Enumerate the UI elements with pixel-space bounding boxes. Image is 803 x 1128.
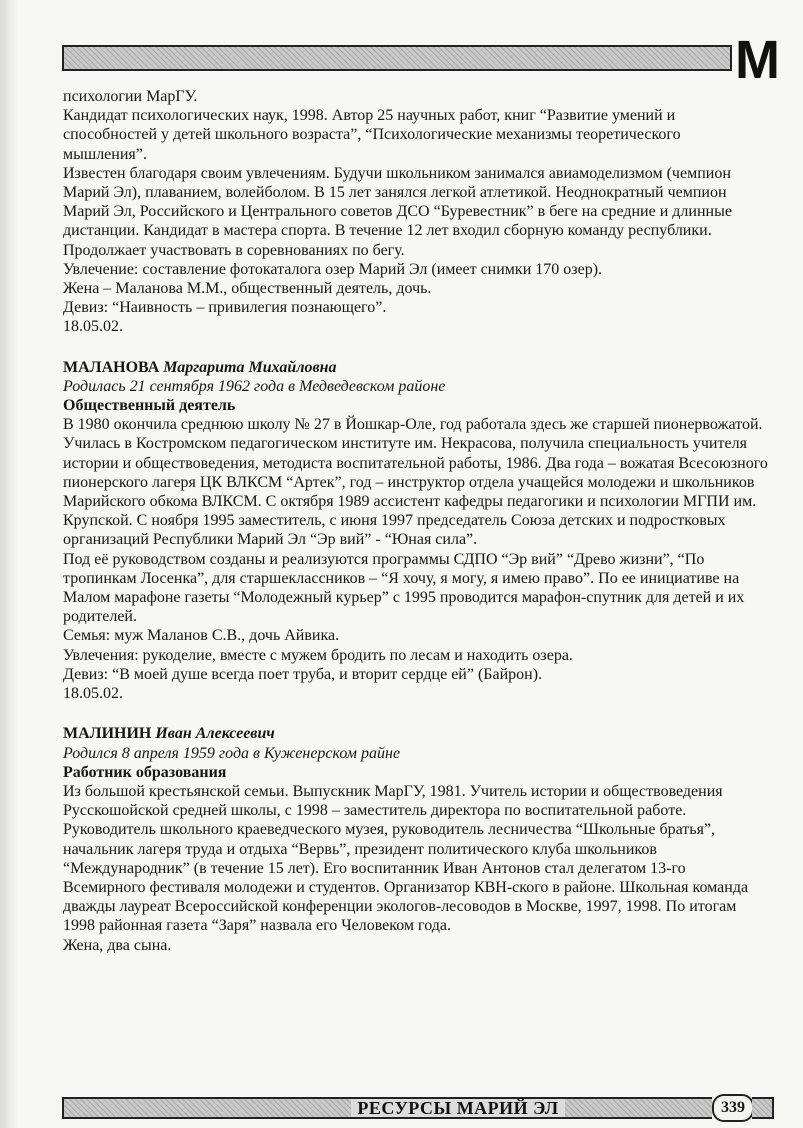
entry-occupation: Общественный деятель (63, 397, 236, 415)
paragraph: В 1980 окончила среднюю школу № 27 в Йошкар-Оле, год работала здесь же старшей пионервожатой. Училась в Костромском педагогическом институте им. Некрасова, получила специальность учителя истории и обществоведения, методиста воспитательной работы, 1986. Два года – вожатая Всесоюзного пионерского лагеря ЦК ВЛКСМ “Артек”, год – инструктор отдела учащейся молодежи и школьников Марийского обкома ВЛКСМ. С октября 1989 ассистент кафедры педагогики и психологии МГПИ им. Крупской. С ноября 1995 заместитель, с июня 1997 председатель Союза детских и подростковых организаций Республики Марий Эл “Эр вий” - “Юная сила”. (63, 416, 768, 549)
header-band (62, 45, 732, 71)
paragraph: Жена, два сына. (63, 936, 172, 954)
date-line: 18.05.02. (63, 685, 123, 703)
continuation-text (63, 87, 768, 337)
footer-title: РЕСУРСЫ МАРИЙ ЭЛ (351, 1099, 564, 1117)
paragraph: Жена – Маланова М.М., общественный деятель, дочь. (63, 280, 432, 298)
paragraph: Известен благодаря своим увлечениям. Будучи школьником занимался авиамоделизмом (чемпион Марий Эл), плаванием, волейболом. В 15 лет занялся легкой атлетикой. Неоднократный чемпион Марий Эл, Российского и Центрального советов ДСО “Буревестник” в беге на средние и длинные дистанции. Кандидат в мастера спорта. В течение 12 лет входил сборную команду республики. Продолжает участвовать в соревнованиях по бегу. (63, 164, 732, 259)
entry-name (63, 724, 768, 743)
paragraph: Девиз: “В моей душе всегда поет труба, и вторит сердце ей” (Байрон). (63, 665, 543, 683)
entry-name (63, 358, 768, 377)
paragraph: Руководитель школьного краеведческого музея, руководитель лесничества “Школьные братья”, начальник лагеря труда и отдыха “Вервь”, президент политического клуба школьников “Международник” (в течение 15 лет). Его воспитанник Иван Антонов стал делегатом 13-го Всемирного фестиваля молодежи и студентов. Организатор КВН-ского в районе. Школьная команда дважды лауреат Всероссийской конференции экологов-лесоводов в Москве, 1997, 1998. По итогам 1998 районная газета “Заря” назвала его Человеком года. (63, 821, 749, 935)
biography-entry-malanova (63, 358, 768, 704)
paragraph: Семья: муж Маланов С.В., дочь Айвика. (63, 627, 340, 645)
date-line: 18.05.02. (63, 318, 123, 336)
page-edge (0, 0, 18, 1128)
entry-given-names: Иван Алексеевич (155, 725, 275, 743)
entry-given-names: Маргарита Михайловна (163, 358, 337, 376)
footer-band (62, 1097, 712, 1119)
paragraph: психологии МарГУ. (63, 88, 198, 105)
section-letter: М (735, 30, 780, 90)
page-content (63, 87, 768, 955)
paragraph: Кандидат психологических наук, 1998. Автор 25 научных работ, книг “Развитие умений и способностей у детей школьного возраста”, “Психологические механизмы теоретического мышления”. (63, 107, 681, 163)
page-number: 339 (712, 1094, 754, 1122)
paragraph: Увлечения: рукоделие, вместе с мужем бродить по лесам и находить озера. (63, 646, 573, 664)
entry-occupation: Работник образования (63, 763, 227, 781)
paragraph: Из большой крестьянской семьи. Выпускник МарГУ, 1981. Учитель истории и обществоведения Русскошойской средней школы, с 1998 – заместитель директора по воспитательной работе. (63, 782, 723, 820)
entry-surname: МАЛАНОВА (63, 358, 160, 376)
footer-band-tail (752, 1097, 774, 1119)
entry-birth: Родился 8 апреля 1959 года в Куженерском райне (63, 744, 401, 762)
paragraph: Увлечение: составление фотокаталога озер Марий Эл (имеет снимки 170 озер). (63, 260, 603, 278)
entry-surname: МАЛИНИН (63, 725, 152, 743)
paragraph: Девиз: “Наивность – привилегия познающего”. (63, 299, 387, 317)
paragraph: Под её руководством созданы и реализуются программы СДПО “Эр вий” “Древо жизни”, “По тропинкам Лосенка”, для старшеклассников – “Я хочу, я могу, я имею право”. По ее инициативе на Малом марафоне газеты “Молодежный курьер” с 1995 проводится марафон-спутник для детей и их родителей. (63, 550, 745, 626)
entry-birth: Родилась 21 сентября 1962 года в Медведевском районе (63, 377, 446, 395)
biography-entry-malinin (63, 724, 768, 954)
